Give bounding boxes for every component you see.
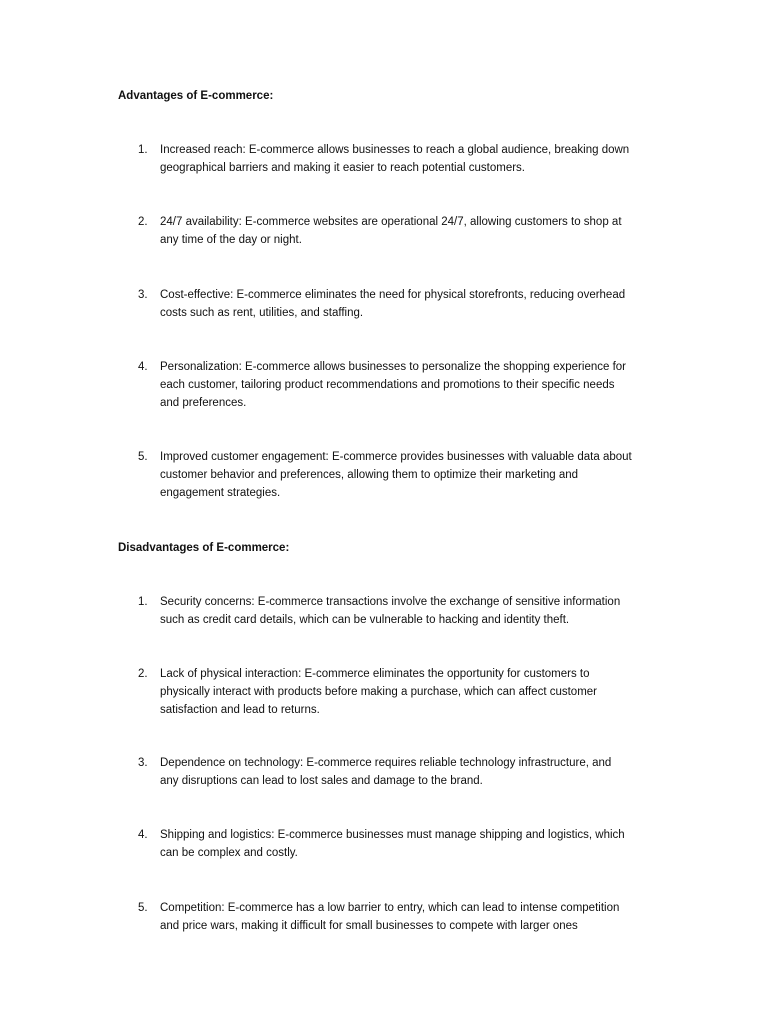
disadvantage-item-3 [138,754,658,790]
list-item-text [160,593,658,629]
list-number: 3. [138,289,148,301]
advantage-item-1 [138,141,658,177]
text-line: Lack of physical interaction: E-commerce eliminates the opportunity for customers to [160,668,590,680]
text-line: physically interact with products before making a purchase, which can affect customer [160,686,597,698]
text-line: and preferences. [160,397,247,409]
text-line: customer behavior and preferences, allowing them to optimize their marketing and [160,469,579,481]
list-number: 1. [138,144,148,156]
text-line: such as credit card details, which can be vulnerable to hacking and identity theft. [160,614,570,626]
text-line: and price wars, making it difficult for small businesses to compete with larger ones [160,920,578,932]
disadvantage-item-2 [138,665,658,719]
list-number: 2. [138,668,148,680]
list-item-text [160,665,658,719]
text-line: can be complex and costly. [160,847,298,859]
list-item-text [160,213,658,249]
list-item-text [160,448,658,502]
disadvantages-heading: Disadvantages of E-commerce: [118,542,290,554]
list-number: 4. [138,361,148,373]
disadvantage-item-5 [138,899,658,935]
list-number: 1. [138,596,148,608]
list-number: 4. [138,829,148,841]
text-line: geographical barriers and making it easier to reach potential customers. [160,162,525,174]
advantages-heading: Advantages of E-commerce: [118,90,274,102]
list-item-text [160,358,658,412]
advantage-item-5 [138,448,658,502]
list-item-text [160,754,658,790]
list-item-text [160,141,658,177]
list-number: 3. [138,757,148,769]
text-line: any time of the day or night. [160,234,302,246]
advantage-item-4 [138,358,658,412]
text-line: satisfaction and lead to returns. [160,704,320,716]
text-line: Dependence on technology: E-commerce requires reliable technology infrastructure, and [160,757,612,769]
disadvantage-item-4 [138,826,658,862]
text-line: Cost-effective: E-commerce eliminates the need for physical storefronts, reducing overhead [160,289,626,301]
list-item-text [160,899,658,935]
text-line: Shipping and logistics: E-commerce businesses must manage shipping and logistics, which [160,829,625,841]
text-line: Security concerns: E-commerce transactions involve the exchange of sensitive information [160,596,621,608]
text-line: Improved customer engagement: E-commerce provides businesses with valuable data about [160,451,632,463]
advantage-item-2 [138,213,658,249]
text-line: Personalization: E-commerce allows businesses to personalize the shopping experience for [160,361,626,373]
list-number: 5. [138,902,148,914]
text-line: 24/7 availability: E-commerce websites are operational 24/7, allowing customers to shop at [160,216,622,228]
text-line: Competition: E-commerce has a low barrier to entry, which can lead to intense competition [160,902,620,914]
advantage-item-3 [138,286,658,322]
list-item-text [160,286,658,322]
list-item-text [160,826,658,862]
text-line: any disruptions can lead to lost sales and damage to the brand. [160,775,483,787]
text-line: Increased reach: E-commerce allows businesses to reach a global audience, breaking down [160,144,630,156]
list-number: 2. [138,216,148,228]
text-line: each customer, tailoring product recommendations and promotions to their specific needs [160,379,615,391]
list-number: 5. [138,451,148,463]
text-line: engagement strategies. [160,487,281,499]
disadvantage-item-1 [138,593,658,629]
text-line: costs such as rent, utilities, and staffing. [160,307,364,319]
